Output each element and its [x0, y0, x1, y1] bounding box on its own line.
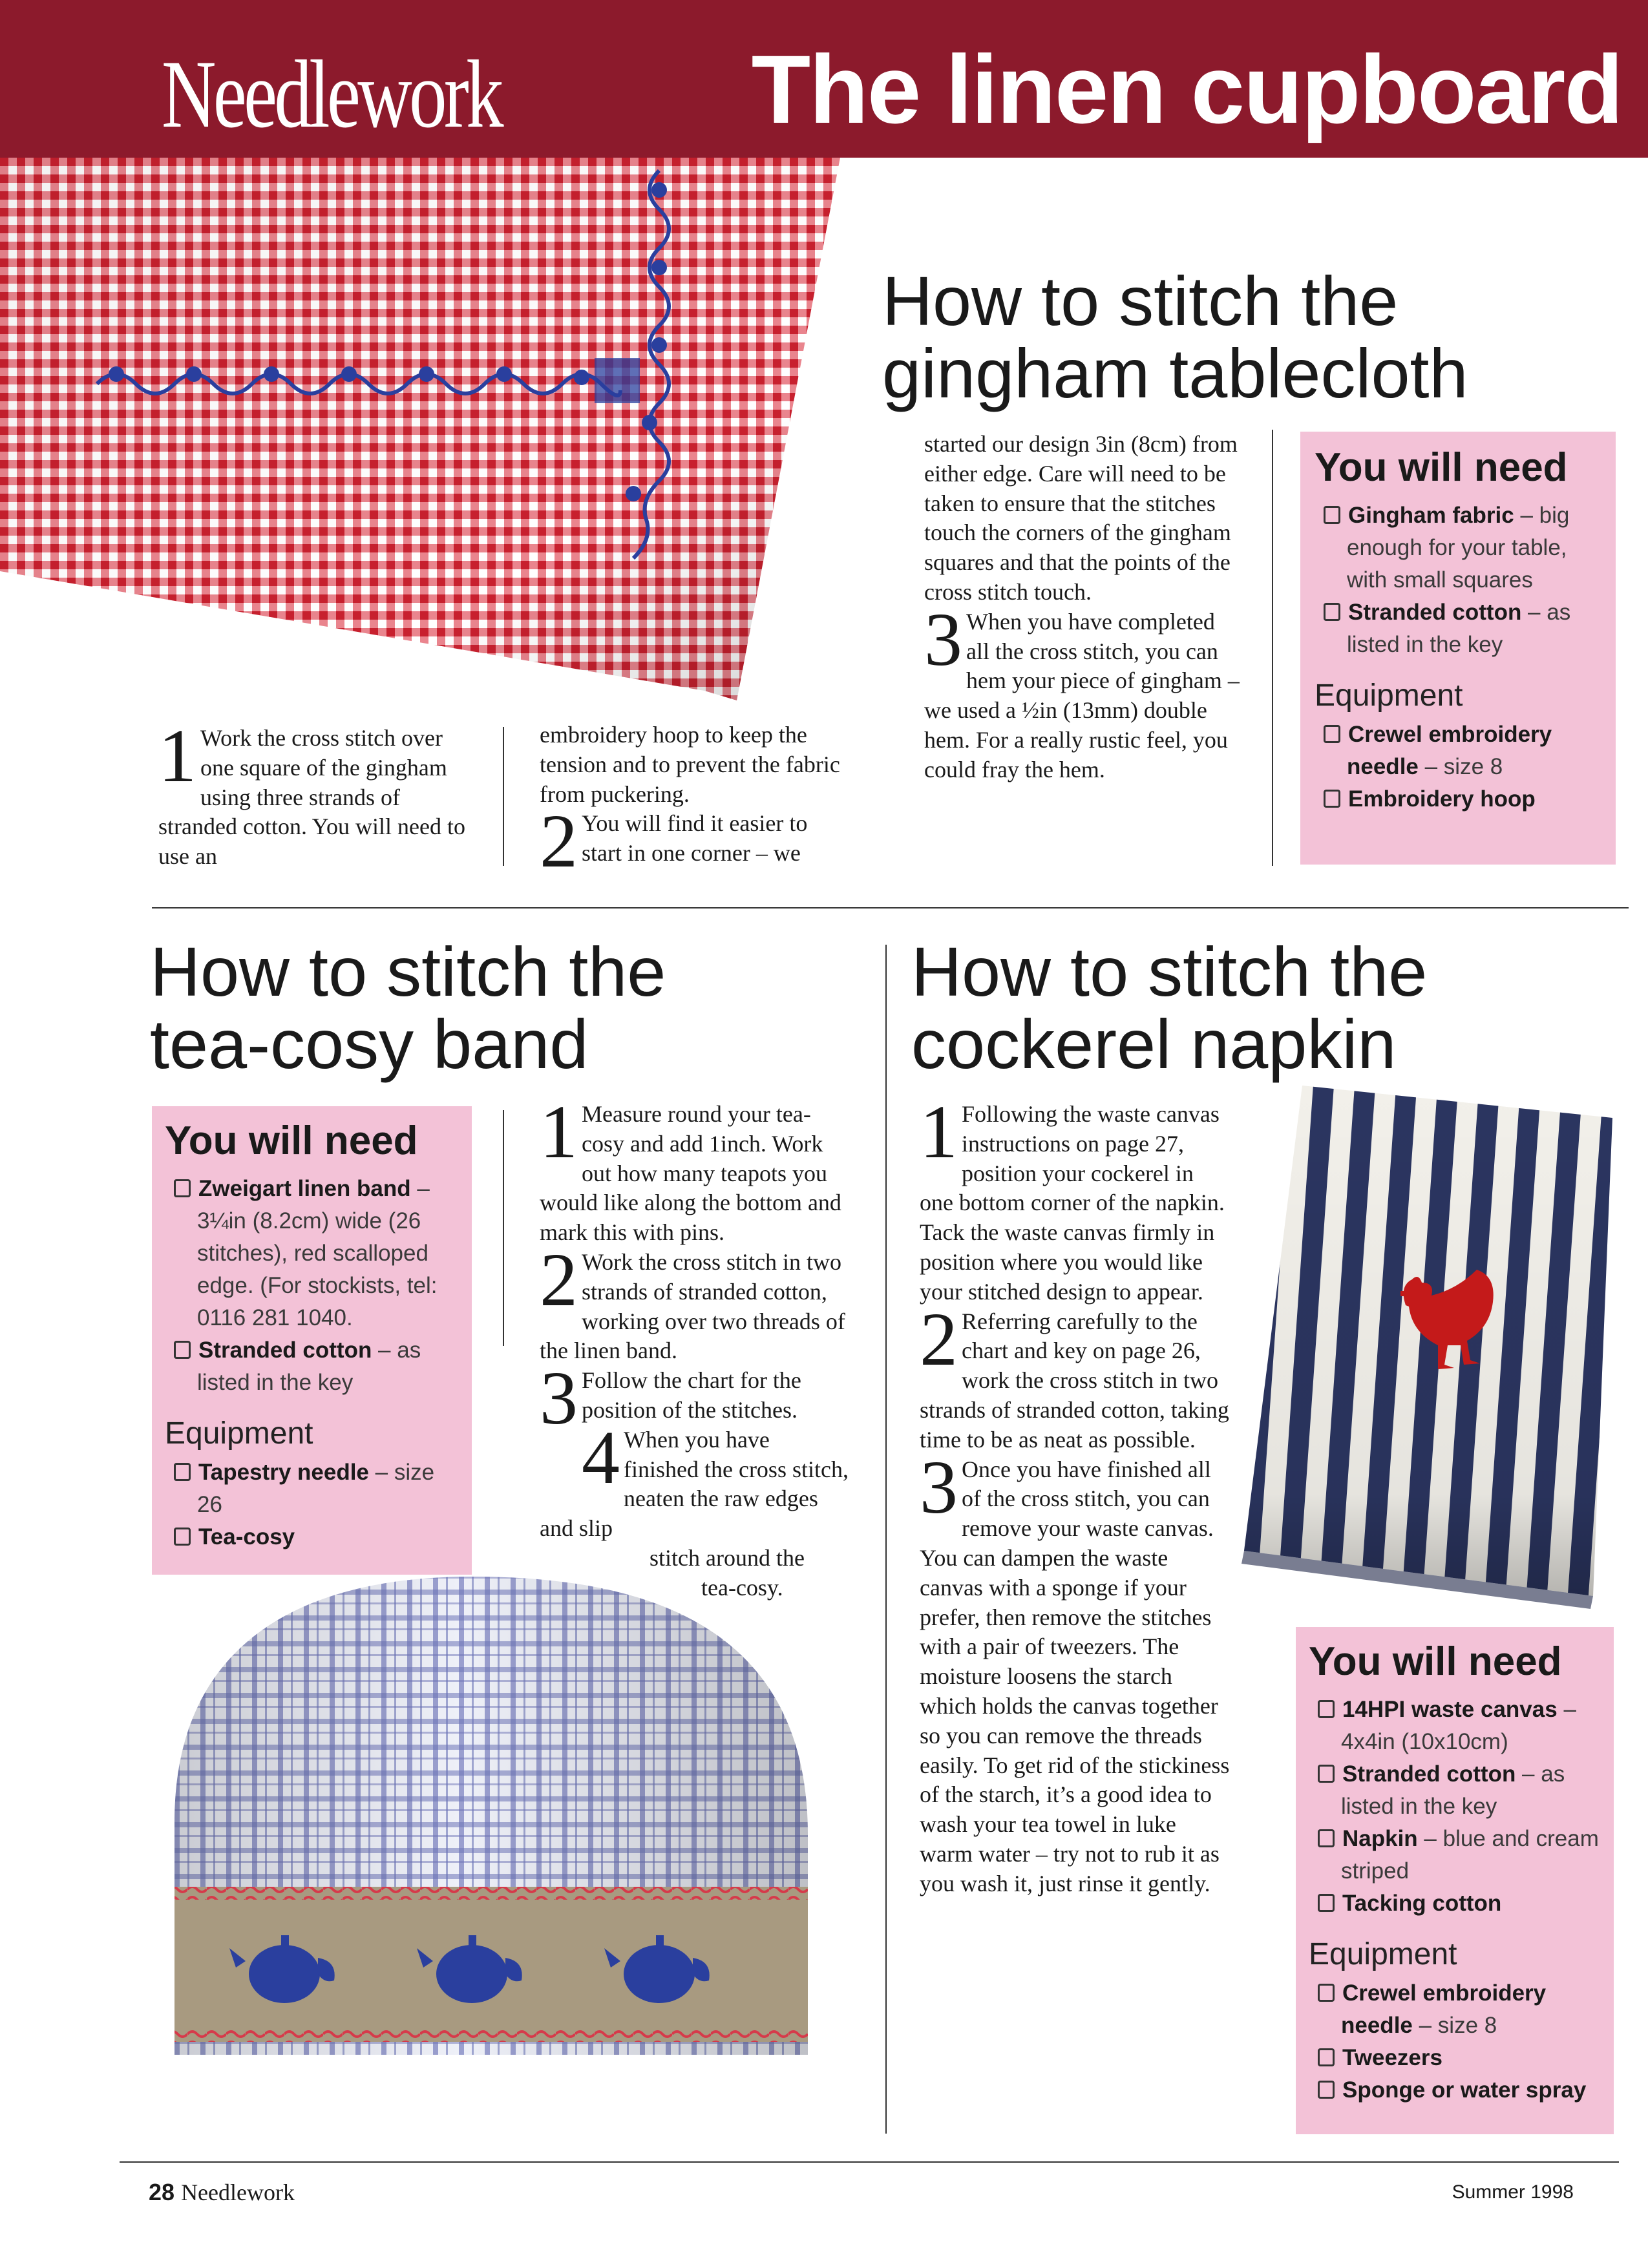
- materials-title: You will need: [165, 1118, 418, 1163]
- materials-item: Stranded cotton – as listed in the key: [165, 1334, 459, 1399]
- materials-item: Napkin – blue and cream striped: [1309, 1823, 1601, 1887]
- materials-item: Zweigart linen band – 3¼in (8.2cm) wide (26 stitches), red scalloped edge. (For stockists, tel: 0116 281 1040.: [165, 1173, 459, 1334]
- teacosy-step4-end1: stitch around the: [650, 1544, 805, 1571]
- teacosy-heading-line2: tea-cosy band: [150, 1005, 589, 1083]
- materials-item: Gingham fabric – big enough for your table, with small squares: [1315, 499, 1601, 596]
- materials-title: You will need: [1309, 1639, 1562, 1684]
- materials-title: You will need: [1315, 445, 1568, 490]
- equipment-title: Equipment: [1315, 678, 1463, 713]
- column-divider: [503, 1110, 504, 1346]
- materials-item: Tacking cotton: [1309, 1887, 1601, 1920]
- teacosy-step3-text: Follow the chart for the position of the stitches.: [582, 1367, 801, 1423]
- footer-rule: [120, 2161, 1619, 2163]
- gingham-step1-text: Work the cross stitch over one square of the gingham using three strands of stranded cotton. You will need to use an: [158, 725, 465, 870]
- gingham-col3: started our design 3in (8cm) from either edge. Care will need to be taken to ensure that the stitches touch the corners of the gingham squares and that the points of the cross stitch touch. 3 When you have completed all the cross stitch, you can hem your piece of gingham – we used a ½in (13mm) double hem. For a really rustic feel, you could fray the hem.: [924, 430, 1241, 785]
- checkbox-icon: [1318, 1829, 1335, 1847]
- cockerel-heading-line2: cockerel napkin: [911, 1005, 1397, 1083]
- footer-left: [149, 2179, 295, 2206]
- equipment-item: Embroidery hoop: [1315, 783, 1601, 815]
- cockerel-step3-text: Once you have finished all of the cross stitch, you can remove your waste canvas. You can dampen the waste canvas with a sponge if your prefer, then remove the stitches with a pair of tweezers. The moisture loosens the starch which holds the canvas together so you can remove the threads easily. To get rid of the stickiness of the starch, it’s a good idea to wash your tea towel in luke warm water – try not to rub it as you wash it, just rinse it gently.: [920, 1456, 1230, 1896]
- page-title: The linen cupboard: [751, 35, 1622, 143]
- teacosy-heading: [150, 932, 666, 1083]
- gingham-heading: [882, 262, 1468, 412]
- page-number: 28: [149, 2179, 175, 2205]
- column-divider: [885, 945, 887, 2134]
- checkbox-icon: [1324, 506, 1340, 524]
- checkbox-icon: [174, 1341, 191, 1359]
- teacosy-steps: 1 Measure round your tea-cosy and add 1inch. Work out how many teapots you would like along the bottom and mark this with pins. 2 Work the cross stitch in two strands of stranded cotton, working over two threads of the linen band. 3 Follow the chart for the position of the stitches. 4 When you have finished the cross stitch, neaten the raw edges and slip stitch around the tea-cosy.: [540, 1100, 850, 1603]
- cockerel-heading-line1: How to stitch the: [911, 932, 1428, 1011]
- column-divider: [1272, 430, 1273, 866]
- teacosy-step4-end2: tea-cosy.: [701, 1574, 783, 1601]
- scalloped-edge: [174, 1887, 808, 1900]
- cockerel-steps: 1 Following the waste canvas instructions on page 27, position your cockerel in one bottom corner of the napkin. Tack the waste canvas firmly in position where you would like your stitched design to appear. 2 Referring carefully to the chart and key on page 26, work the cross stitch in two strands of stranded cotton, taking time to be as neat as possible. 3 Once you have finished all of the cross stitch, you can remove your waste canvas. You can dampen the waste canvas with a sponge if your prefer, then remove the stitches with a pair of tweezers. The moisture loosens the starch which holds the canvas together so you can remove the threads easily. To get rid of the stickiness of the starch, it’s a good idea to wash your tea towel in luke warm water – try not to rub it as you wash it, just rinse it gently.: [920, 1089, 1230, 1896]
- cockerel-step2-text: Referring carefully to the chart and key on page 26, work the cross stitch in two strands of stranded cotton, taking time to be as neat as possible.: [920, 1308, 1229, 1453]
- gingham-step3-text: When you have completed all the cross stitch, you can hem your piece of gingham – we used a ½in (13mm) double hem. For a really rustic feel, you could fray the hem.: [924, 608, 1240, 782]
- checkbox-icon: [1318, 2048, 1335, 2066]
- equipment-title: Equipment: [1309, 1937, 1457, 1971]
- gingham-step2-continued: started our design 3in (8cm) from either edge. Care will need to be taken to ensure that the stitches touch the corners of the gingham squares and that the points of the cross stitch touch.: [924, 431, 1238, 605]
- cockerel-napkin-photo: [1231, 1073, 1619, 1615]
- teacosy-step2-text: Work the cross stitch in two strands of stranded cotton, working over two threads of the linen band.: [540, 1248, 845, 1364]
- column-divider: [503, 727, 504, 866]
- teacosy-photo: [149, 1564, 840, 2132]
- checkbox-icon: [1324, 603, 1340, 621]
- cockerel-heading: [911, 932, 1428, 1083]
- checkbox-icon: [174, 1463, 191, 1481]
- teacosy-step1-text: Measure round your tea-cosy and add 1inch. Work out how many teapots you would like along the bottom and mark this with pins.: [540, 1101, 841, 1246]
- magazine-name: Needlework: [162, 41, 501, 148]
- materials-item: Stranded cotton – as listed in the key: [1315, 596, 1601, 661]
- gingham-step2-text: You will find it easier to start in one corner – we: [582, 810, 808, 866]
- teacosy-heading-line1: How to stitch the: [150, 932, 666, 1011]
- equipment-item: Crewel embroidery needle – size 8: [1315, 719, 1601, 783]
- checkbox-icon: [1318, 1984, 1335, 2002]
- equipment-item: Sponge or water spray: [1309, 2074, 1601, 2106]
- teacosy-step4-text: When you have finished the cross stitch, neaten the raw edges and slip: [540, 1426, 849, 1542]
- equipment-item: Tea-cosy: [165, 1521, 459, 1553]
- cockerel-materials-box: [1296, 1627, 1614, 2134]
- gingham-heading-line2: gingham tablecloth: [882, 334, 1468, 412]
- checkbox-icon: [1318, 1894, 1335, 1912]
- gingham-heading-line1: How to stitch the: [882, 262, 1399, 340]
- checkbox-icon: [1318, 1700, 1335, 1718]
- teacosy-materials-box: [152, 1106, 472, 1575]
- checkbox-icon: [1318, 2081, 1335, 2099]
- equipment-item: Tweezers: [1309, 2042, 1601, 2074]
- equipment-item: Crewel embroidery needle – size 8: [1309, 1977, 1601, 2042]
- materials-item: 14HPI waste canvas – 4x4in (10x10cm): [1309, 1694, 1601, 1758]
- checkbox-icon: [174, 1528, 191, 1546]
- gingham-step1-continued: embroidery hoop to keep the tension and to prevent the fabric from puckering.: [540, 722, 840, 807]
- gingham-col1: 1 Work the cross stitch over one square of the gingham using three strands of stranded cotton. You will need to use an: [158, 713, 465, 870]
- cockerel-step1-text: Following the waste canvas instructions on page 27, position your cockerel in one bottom corner of the napkin. Tack the waste canvas firmly in position where you would like your stitched design to appear.: [920, 1101, 1225, 1305]
- checkbox-icon: [1324, 790, 1340, 808]
- checkbox-icon: [174, 1179, 191, 1197]
- equipment-title: Equipment: [165, 1416, 313, 1451]
- checkbox-icon: [1324, 725, 1340, 743]
- issue-date: Summer 1998: [1452, 2181, 1574, 2203]
- gingham-materials-box: [1300, 432, 1616, 865]
- checkbox-icon: [1318, 1765, 1335, 1783]
- gingham-tablecloth-photo: [0, 158, 853, 726]
- section-divider: [152, 907, 1629, 908]
- equipment-item: Tapestry needle – size 26: [165, 1456, 459, 1521]
- scalloped-edge: [174, 2029, 808, 2042]
- materials-item: Stranded cotton – as listed in the key: [1309, 1758, 1601, 1823]
- gingham-col2: embroidery hoop to keep the tension and to prevent the fabric from puckering. 2 You will find it easier to start in one corner – we: [540, 720, 850, 870]
- footer-magazine: Needlework: [181, 2179, 295, 2205]
